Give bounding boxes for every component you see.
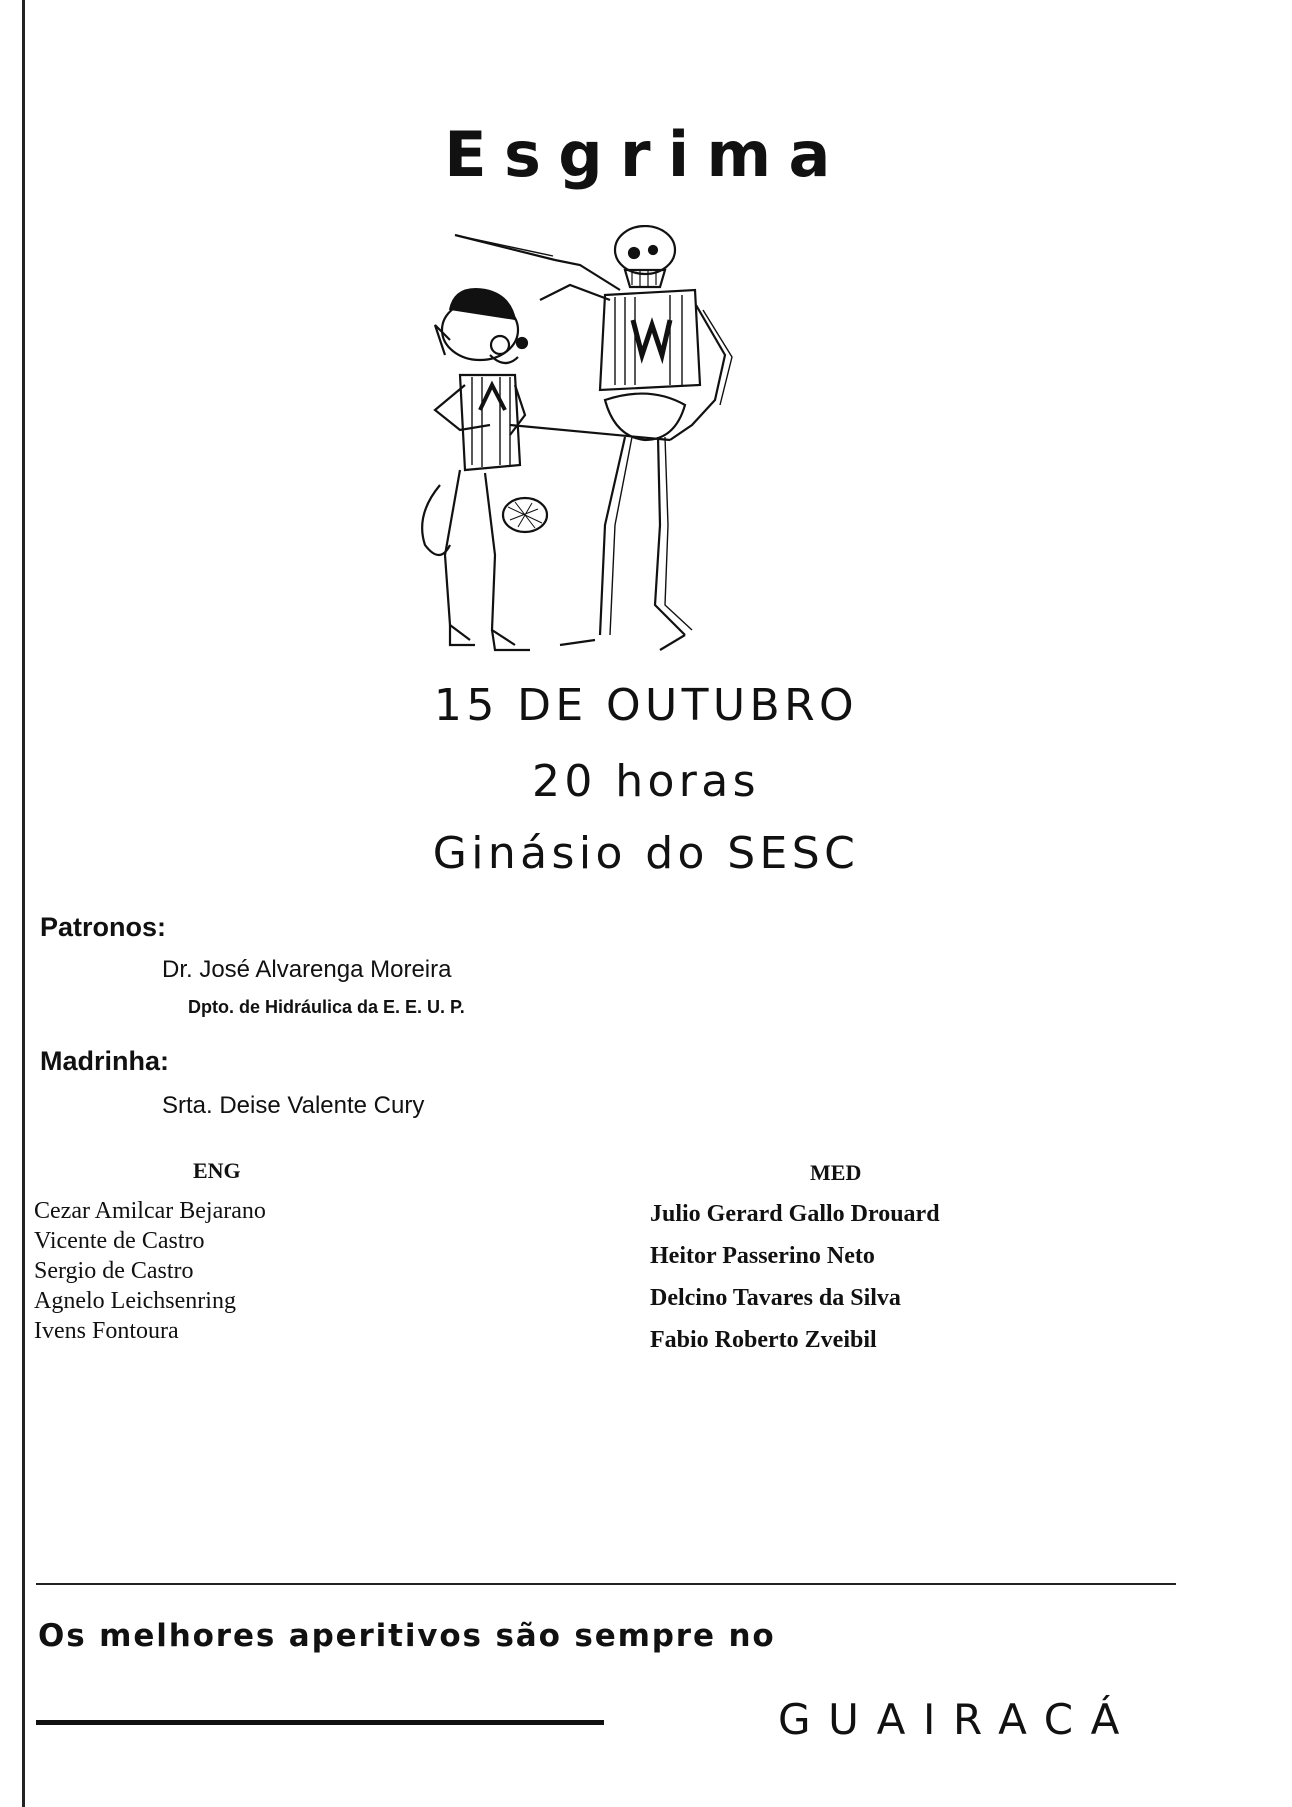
event-date: 15 DE OUTUBRO: [433, 680, 859, 731]
list-item: Heitor Passerino Neto: [650, 1243, 875, 1269]
binding-margin-line: [22, 0, 25, 1807]
poster-title: Esgrima: [444, 118, 848, 191]
advertisement-brand: GUAIRACÁ: [778, 1695, 1138, 1744]
list-item: Fabio Roberto Zveibil: [650, 1327, 877, 1353]
team-med-list: [650, 1193, 940, 1361]
list-item: Vicente de Castro: [34, 1228, 205, 1254]
list-item: Agnelo Leichsenring: [34, 1288, 236, 1314]
advertisement-bar: [36, 1720, 604, 1725]
patrono-name: Dr. José Alvarenga Moreira: [162, 956, 452, 983]
team-med-heading: MED: [810, 1160, 862, 1185]
madrinha-label: Madrinha:: [40, 1046, 170, 1076]
event-venue: Ginásio do SESC: [432, 828, 860, 879]
list-item: Delcino Tavares da Silva: [650, 1285, 901, 1311]
list-item: Julio Gerard Gallo Drouard: [650, 1201, 940, 1227]
list-item: Sergio de Castro: [34, 1258, 194, 1284]
list-item: Cezar Amilcar Bejarano: [34, 1198, 266, 1224]
event-time: 20 horas: [532, 756, 760, 807]
team-eng-heading: ENG: [193, 1158, 241, 1183]
madrinha-name: Srta. Deise Valente Cury: [162, 1092, 425, 1119]
list-item: Ivens Fontoura: [34, 1318, 179, 1344]
advertisement-text: Os melhores aperitivos são sempre no: [38, 1618, 776, 1654]
team-eng-list: [34, 1196, 266, 1346]
patrono-affiliation: Dpto. de Hidráulica da E. E. U. P.: [188, 997, 465, 1017]
divider-rule: [36, 1583, 1176, 1585]
patronos-label: Patronos:: [40, 912, 167, 942]
